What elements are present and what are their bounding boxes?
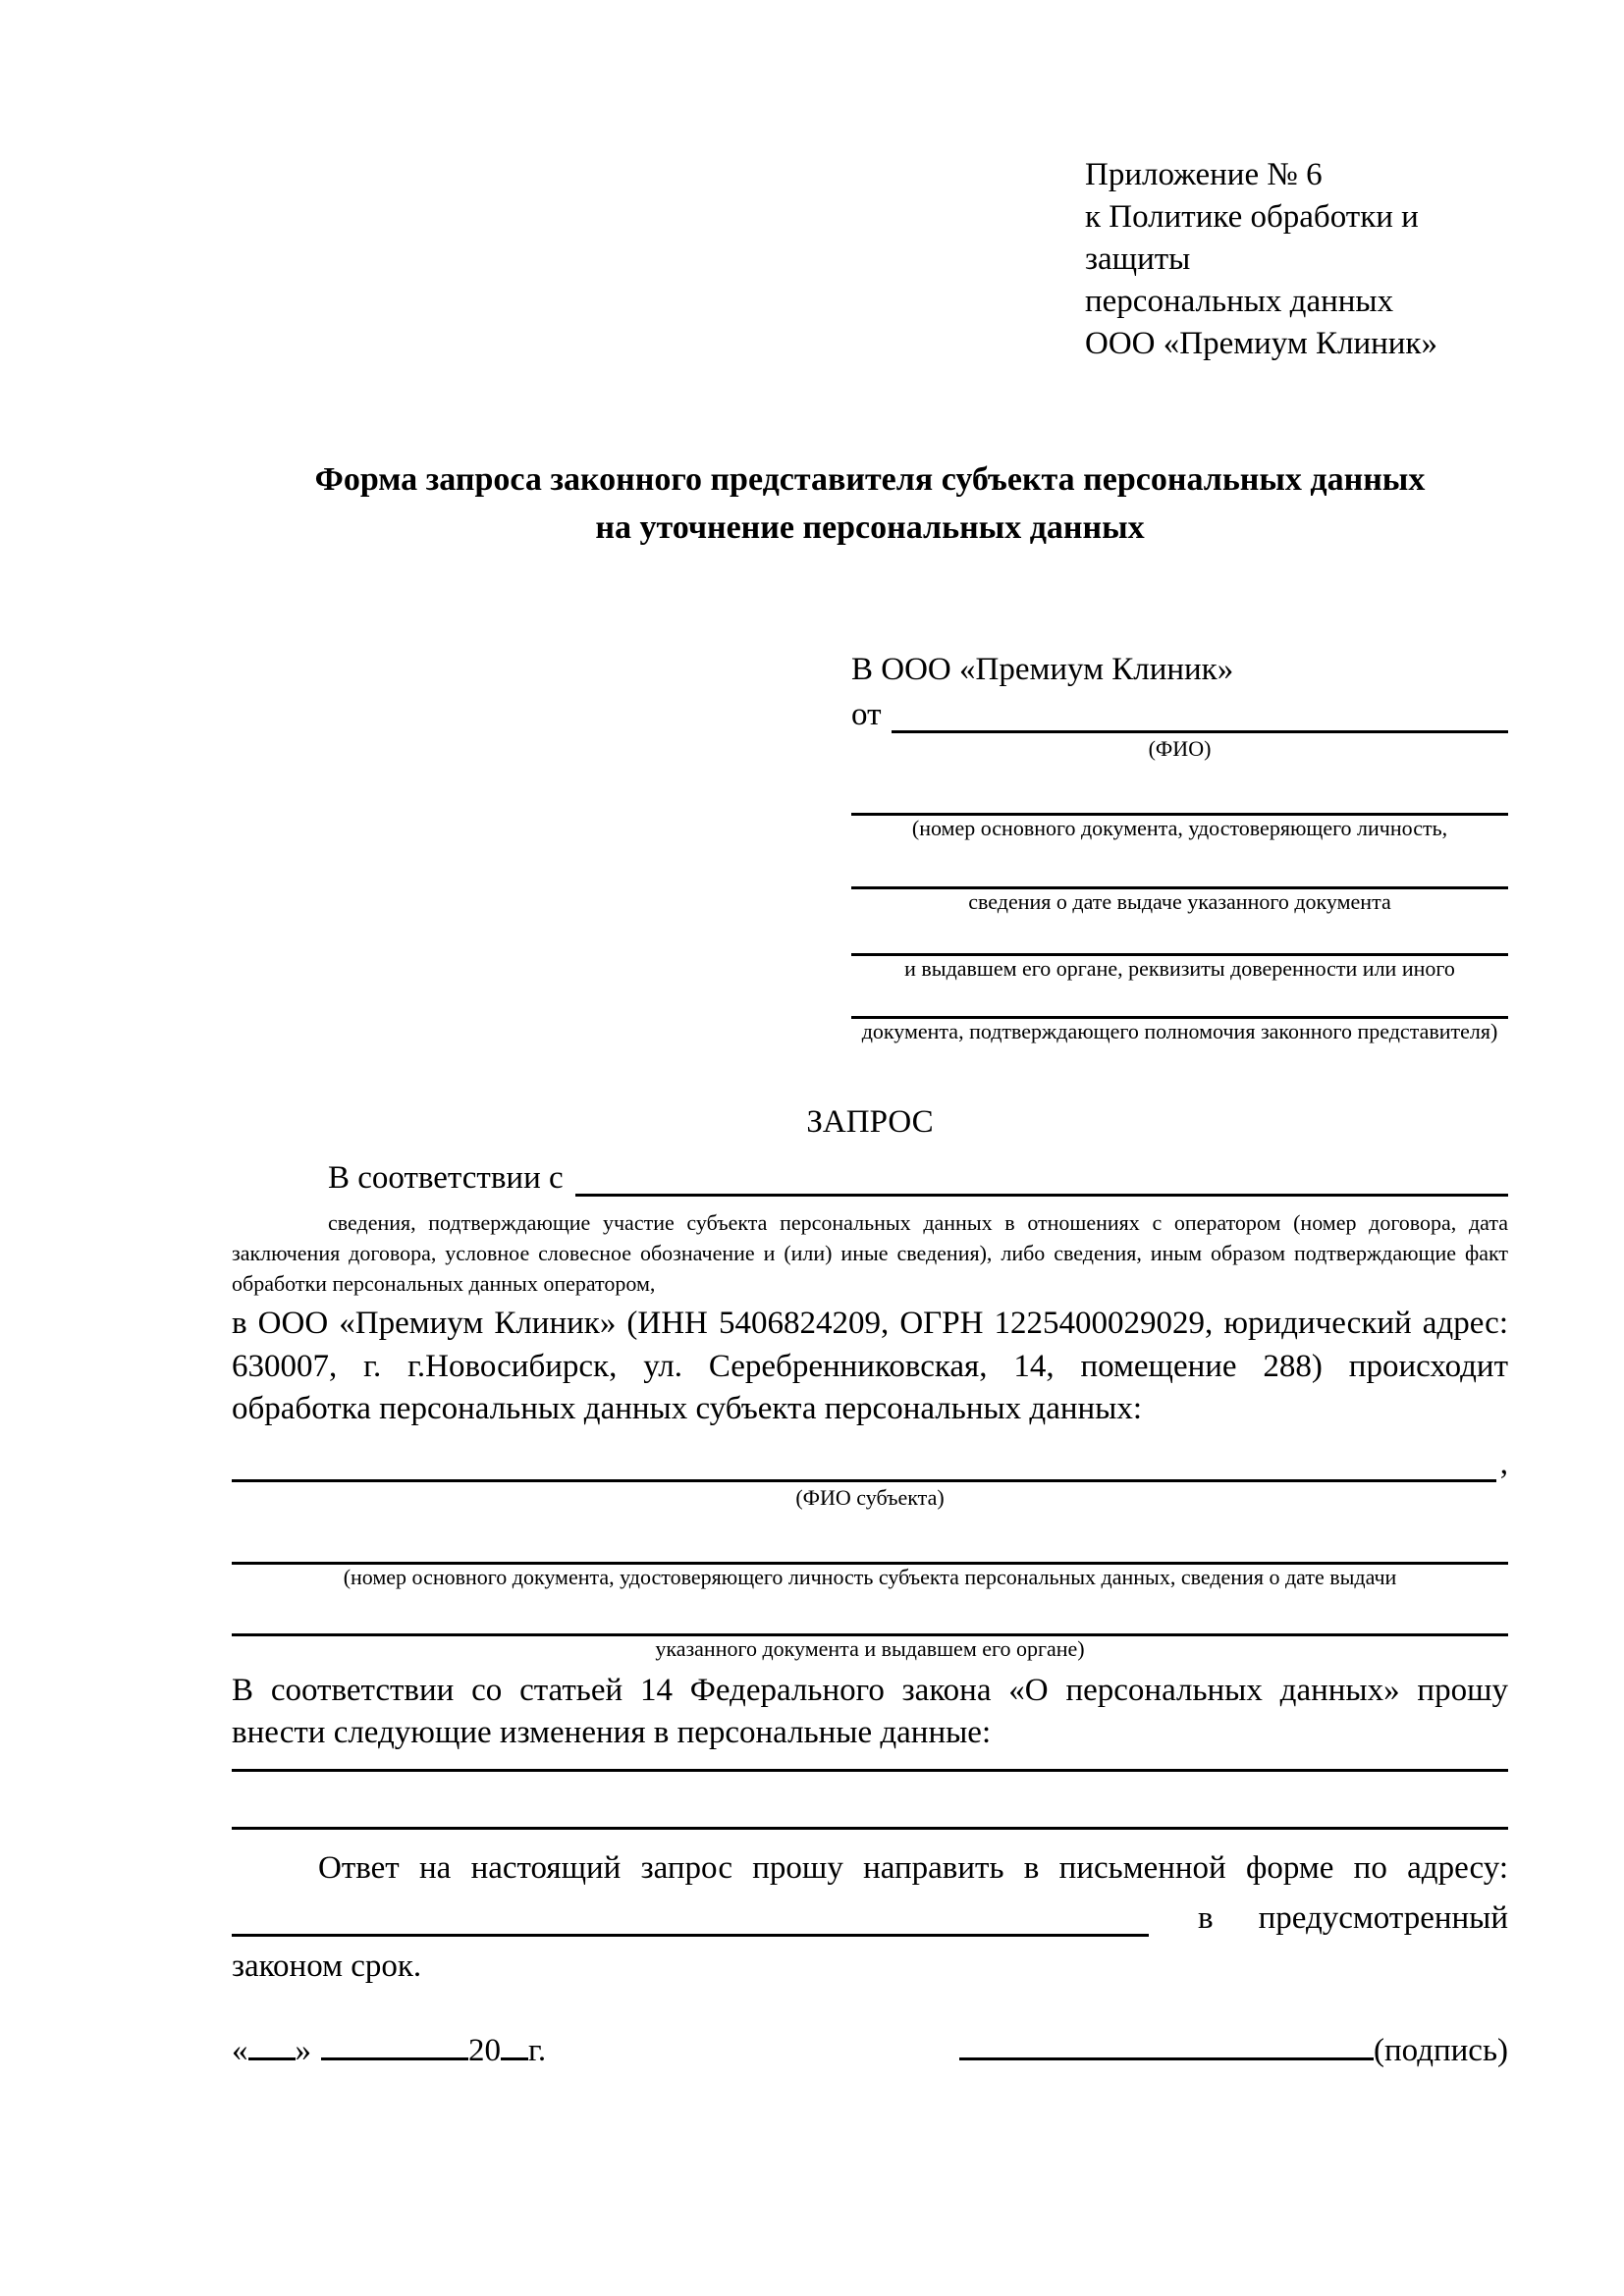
blank-line-changes-2[interactable] (232, 1827, 1508, 1830)
representative-doc-caption-3: и выдавшем его органе, реквизиты доверенности или иного (904, 956, 1455, 982)
blank-line-representative-doc-4[interactable] (851, 990, 1508, 1019)
document-title-line-1: Форма запроса законного представителя субъекта персональных данных (314, 461, 1426, 499)
blank-day[interactable] (248, 2044, 296, 2060)
blank-line-representative-doc-3[interactable] (851, 928, 1508, 956)
year-prefix: 20 (468, 2033, 501, 2069)
representative-doc-caption-2: сведения о дате выдаче указанного документа (968, 889, 1391, 915)
year-suffix: г. (528, 2033, 547, 2069)
document-title (232, 456, 1508, 552)
from-row (851, 694, 1508, 736)
intro-prefix: В соответствии с (328, 1160, 564, 1197)
date-signature-row (232, 2030, 1508, 2072)
appendix-line-3: персональных данных (1085, 283, 1394, 319)
from-label: от (851, 697, 882, 733)
appendix-line-1: Приложение № 6 (1085, 157, 1323, 192)
blank-line-representative-doc-1[interactable] (851, 787, 1508, 816)
blank-line-subject-fio[interactable] (232, 1469, 1496, 1482)
answer-paragraph-line-1: Ответ на настоящий запрос прошу направить в письменной форме по адресу: (318, 1849, 1508, 1886)
signature-caption: (подпись) (1374, 2033, 1508, 2069)
blank-line-relation-basis[interactable] (575, 1184, 1508, 1197)
answer-word-2: предусмотренный (1258, 1899, 1508, 1936)
answer-paragraph-line-3: законом срок. (232, 1948, 422, 1984)
addressee-org: В ООО «Премиум Клиник» (851, 651, 1234, 687)
blank-line-changes-1[interactable] (232, 1769, 1508, 1772)
subject-doc-caption-2: указанного документа и выдавшем его органе) (655, 1635, 1085, 1661)
blank-line-representative-name[interactable] (892, 721, 1509, 733)
blank-line-subject-doc-2[interactable] (232, 1610, 1508, 1636)
request-heading: ЗАПРОС (806, 1104, 934, 1141)
addressee-block (851, 646, 1508, 1044)
blank-year[interactable] (501, 2044, 528, 2060)
blank-line-subject-doc-1[interactable] (232, 1538, 1508, 1565)
answer-address-row (232, 1897, 1508, 1940)
subject-fio-row (232, 1443, 1508, 1485)
document-title-line-2: на уточнение персональных данных (595, 508, 1145, 546)
blank-line-answer-address[interactable] (232, 1924, 1149, 1937)
appendix-line-2: к Политике обработки и защиты (1085, 198, 1419, 277)
intro-note: сведения, подтверждающие участие субъекта персональных данных в отношениях с оператором (номер договора, дата заключения договора, условное словесное обозначение и (или) иные сведения), либо сведения, иным образом подтверждающие факт обработки персональных данных оператором, (232, 1210, 1508, 1297)
answer-word-1: в (1198, 1899, 1214, 1936)
blank-line-signature[interactable] (959, 2044, 1374, 2060)
representative-doc-caption-4: документа, подтверждающего полномочия законного представителя) (861, 1019, 1498, 1044)
date-quote-open: « (232, 2033, 248, 2069)
law-paragraph: В соответствии со статьей 14 Федерального закона «О персональных данных» прошу внести следующие изменения в персональные данные: (232, 1672, 1508, 1751)
blank-line-representative-doc-2[interactable] (851, 861, 1508, 889)
date-field (232, 2030, 546, 2072)
representative-doc-caption-1: (номер основного документа, удостоверяющего личность, (911, 816, 1448, 841)
appendix-line-4: ООО «Премиум Клиник» (1085, 325, 1437, 361)
subject-fio-caption: (ФИО субъекта) (795, 1484, 945, 1510)
subject-doc-caption-1: (номер основного документа, удостоверяющего личность субъекта персональных данных, сведения о дате выдачи (343, 1564, 1397, 1589)
subject-comma: , (1499, 1445, 1508, 1481)
signature-field (959, 2030, 1508, 2072)
operator-paragraph: в ООО «Премиум Клиник» (ИНН 5406824209, ОГРН 1225400029029, юридический адрес: 630007, г. г.Новосибирск, ул. Серебренниковская, 14, помещение 288) происходит обработка персональных данных субъекта персональных данных: (232, 1306, 1508, 1427)
fio-caption: (ФИО) (1148, 736, 1212, 762)
intro-row (232, 1157, 1508, 1200)
blank-month[interactable] (321, 2044, 468, 2060)
date-quote-close: » (295, 2033, 311, 2069)
appendix-block (1085, 154, 1508, 364)
